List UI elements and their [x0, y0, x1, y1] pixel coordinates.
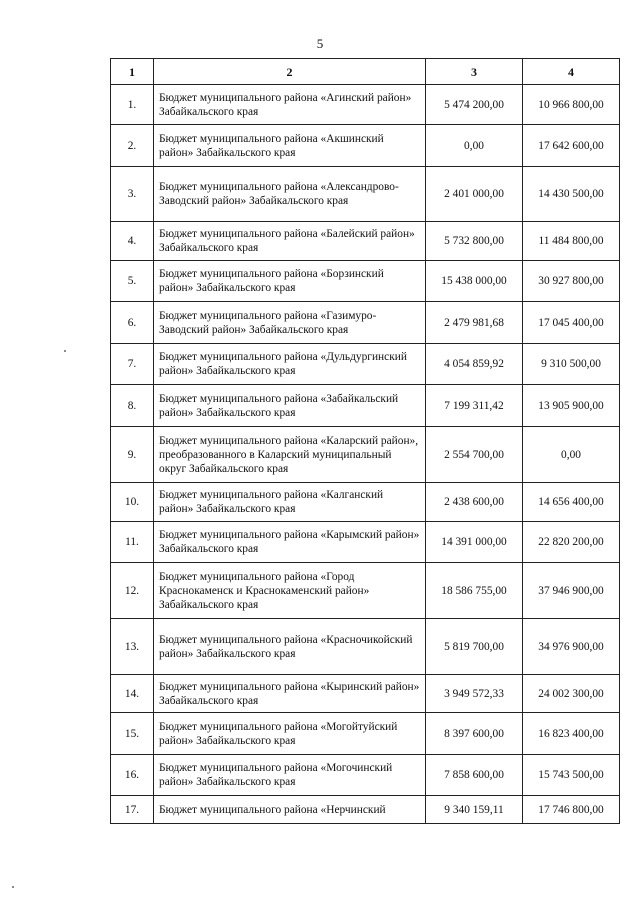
amount-col4: 11 484 800,00	[523, 222, 620, 261]
page-number: 5	[316, 36, 324, 51]
budget-name: Бюджет муниципального района «Борзинский район» Забайкальского края	[154, 261, 426, 302]
column-header-4: 4	[523, 59, 620, 85]
amount-col4: 30 927 800,00	[523, 261, 620, 302]
amount-col3: 2 401 000,00	[426, 167, 523, 222]
budget-name: Бюджет муниципального района «Красночикойский район» Забайкальского края	[154, 619, 426, 675]
row-number: 9.	[111, 427, 154, 483]
budget-name: Бюджет муниципального района «Балейский район» Забайкальского края	[154, 222, 426, 261]
amount-col4: 9 310 500,00	[523, 344, 620, 385]
column-header-1: 1	[111, 59, 154, 85]
table-row	[111, 619, 620, 675]
budget-name: Бюджет муниципального района «Агинский район» Забайкальского края	[154, 85, 426, 125]
table-row	[111, 675, 620, 713]
budget-name: Бюджет муниципального района «Кыринский район» Забайкальского края	[154, 675, 426, 713]
amount-col3: 2 554 700,00	[426, 427, 523, 483]
table-row	[111, 522, 620, 563]
row-number: 10.	[111, 483, 154, 522]
amount-col4: 10 966 800,00	[523, 85, 620, 125]
table-row	[111, 563, 620, 619]
row-number: 17.	[111, 796, 154, 824]
amount-col4: 13 905 900,00	[523, 385, 620, 427]
row-number: 2.	[111, 125, 154, 167]
row-number: 8.	[111, 385, 154, 427]
amount-col3: 7 199 311,42	[426, 385, 523, 427]
amount-col3: 14 391 000,00	[426, 522, 523, 563]
table-row	[111, 755, 620, 796]
row-number: 15.	[111, 713, 154, 755]
budget-name: Бюджет муниципального района «Акшинский район» Забайкальского края	[154, 125, 426, 167]
amount-col4: 0,00	[523, 427, 620, 483]
column-header-3: 3	[426, 59, 523, 85]
amount-col3: 5 732 800,00	[426, 222, 523, 261]
table-row	[111, 85, 620, 125]
amount-col4: 17 642 600,00	[523, 125, 620, 167]
amount-col3: 5 474 200,00	[426, 85, 523, 125]
amount-col3: 8 397 600,00	[426, 713, 523, 755]
amount-col4: 14 656 400,00	[523, 483, 620, 522]
row-number: 12.	[111, 563, 154, 619]
amount-col3: 15 438 000,00	[426, 261, 523, 302]
table-row	[111, 483, 620, 522]
amount-col3: 5 819 700,00	[426, 619, 523, 675]
table-row	[111, 125, 620, 167]
amount-col4: 37 946 900,00	[523, 563, 620, 619]
amount-col4: 17 045 400,00	[523, 302, 620, 344]
table-row	[111, 427, 620, 483]
budget-name: Бюджет муниципального района «Калганский район» Забайкальского края	[154, 483, 426, 522]
table-row	[111, 713, 620, 755]
row-number: 11.	[111, 522, 154, 563]
row-number: 4.	[111, 222, 154, 261]
budget-name: Бюджет муниципального района «Могочинский район» Забайкальского края	[154, 755, 426, 796]
table-row	[111, 385, 620, 427]
column-header-2: 2	[154, 59, 426, 85]
amount-col3: 7 858 600,00	[426, 755, 523, 796]
amount-col4: 22 820 200,00	[523, 522, 620, 563]
scan-speck	[12, 886, 14, 888]
amount-col4: 15 743 500,00	[523, 755, 620, 796]
row-number: 14.	[111, 675, 154, 713]
amount-col3: 0,00	[426, 125, 523, 167]
table-row	[111, 167, 620, 222]
amount-col4: 16 823 400,00	[523, 713, 620, 755]
amount-col3: 2 479 981,68	[426, 302, 523, 344]
row-number: 16.	[111, 755, 154, 796]
amount-col4: 17 746 800,00	[523, 796, 620, 824]
budget-name: Бюджет муниципального района «Город Краснокаменск и Краснокаменский район» Забайкальского края	[154, 563, 426, 619]
amount-col3: 4 054 859,92	[426, 344, 523, 385]
budget-name: Бюджет муниципального района «Дульдургинский район» Забайкальского края	[154, 344, 426, 385]
row-number: 13.	[111, 619, 154, 675]
amount-col4: 34 976 900,00	[523, 619, 620, 675]
budget-name: Бюджет муниципального района «Газимуро-Заводский район» Забайкальского края	[154, 302, 426, 344]
scan-speck	[64, 350, 66, 352]
amount-col3: 3 949 572,33	[426, 675, 523, 713]
row-number: 3.	[111, 167, 154, 222]
amount-col4: 24 002 300,00	[523, 675, 620, 713]
budget-name: Бюджет муниципального района «Могойтуйский район» Забайкальского края	[154, 713, 426, 755]
table-header-row	[111, 59, 620, 85]
budget-name: Бюджет муниципального района «Карымский район» Забайкальского края	[154, 522, 426, 563]
budget-name: Бюджет муниципального района «Александрово-Заводский район» Забайкальского края	[154, 167, 426, 222]
table-row	[111, 261, 620, 302]
budget-name: Бюджет муниципального района «Нерчинский	[154, 796, 426, 824]
table-row	[111, 344, 620, 385]
table-row	[111, 796, 620, 824]
budget-name: Бюджет муниципального района «Забайкальский район» Забайкальского края	[154, 385, 426, 427]
row-number: 5.	[111, 261, 154, 302]
row-number: 1.	[111, 85, 154, 125]
amount-col3: 9 340 159,11	[426, 796, 523, 824]
budget-name: Бюджет муниципального района «Каларский район», преобразованного в Каларский муниципальный округ Забайкальского края	[154, 427, 426, 483]
amount-col3: 18 586 755,00	[426, 563, 523, 619]
row-number: 6.	[111, 302, 154, 344]
table-row	[111, 222, 620, 261]
budget-table	[110, 58, 620, 824]
amount-col4: 14 430 500,00	[523, 167, 620, 222]
amount-col3: 2 438 600,00	[426, 483, 523, 522]
table-row	[111, 302, 620, 344]
row-number: 7.	[111, 344, 154, 385]
